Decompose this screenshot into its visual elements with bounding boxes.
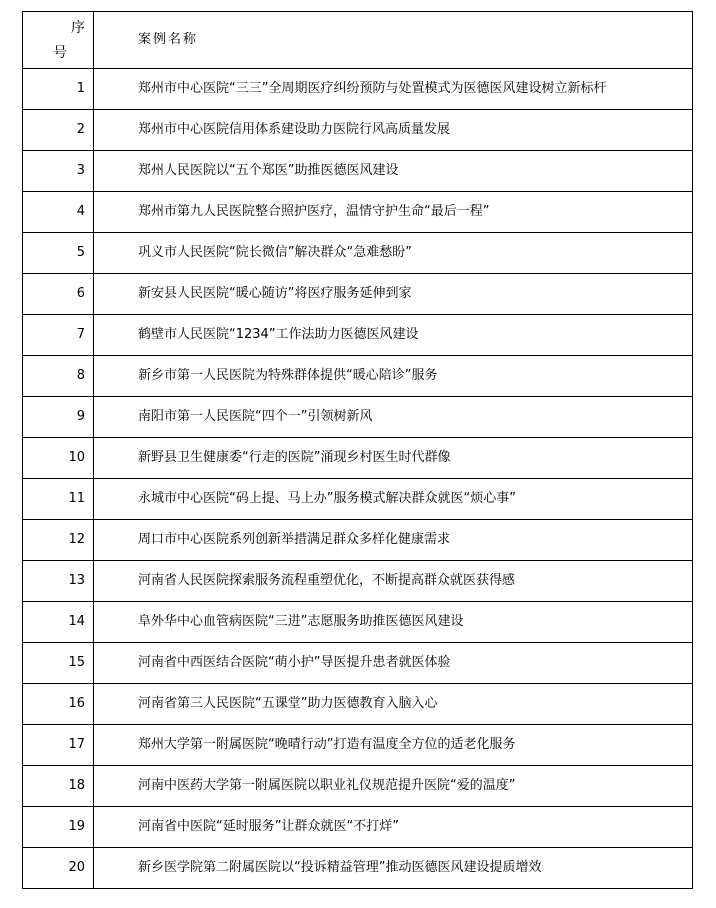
row-serial-number: 16 [23,684,94,725]
header-serial-bottom: 号 [53,45,67,61]
row-serial-number: 14 [23,602,94,643]
row-serial-number: 1 [23,69,94,110]
row-serial-number: 20 [23,848,94,889]
table-row [23,438,693,479]
row-serial-number: 13 [23,561,94,602]
table-row [23,233,693,274]
row-serial-number: 2 [23,110,94,151]
row-serial-number: 15 [23,643,94,684]
table-row [23,520,693,561]
table-row [23,807,693,848]
row-case-name: 河南省中西医结合医院“萌小护”导医提升患者就医体验 [94,643,693,684]
row-case-name: 河南省中医院“延时服务”让群众就医“不打烊” [94,807,693,848]
header-case-name: 案例名称 [94,12,693,69]
header-serial-top: 序 [71,20,85,36]
row-case-name: 郑州市中心医院信用体系建设助力医院行风高质量发展 [94,110,693,151]
row-serial-number: 10 [23,438,94,479]
case-table-body [23,12,693,889]
row-case-name: 鹤壁市人民医院“1234”工作法助力医德医风建设 [94,315,693,356]
row-case-name: 新野县卫生健康委“行走的医院”涌现乡村医生时代群像 [94,438,693,479]
row-case-name: 新乡医学院第二附属医院以“投诉精益管理”推动医德医风建设提质增效 [94,848,693,889]
row-case-name: 郑州大学第一附属医院“晚晴行动”打造有温度全方位的适老化服务 [94,725,693,766]
table-row [23,725,693,766]
row-case-name: 河南省第三人民医院“五课堂”助力医德教育入脑入心 [94,684,693,725]
table-header-row [23,12,693,69]
row-case-name: 南阳市第一人民医院“四个一”引领树新风 [94,397,693,438]
row-case-name: 郑州市第九人民医院整合照护医疗，温情守护生命“最后一程” [94,192,693,233]
row-case-name: 河南中医药大学第一附属医院以职业礼仪规范提升医院“爱的温度” [94,766,693,807]
row-case-name: 阜外华中心血管病医院“三进”志愿服务助推医德医风建设 [94,602,693,643]
table-row [23,274,693,315]
table-row [23,315,693,356]
row-serial-number: 11 [23,479,94,520]
row-serial-number: 18 [23,766,94,807]
row-case-name: 河南省人民医院探索服务流程重塑优化，不断提高群众就医获得感 [94,561,693,602]
row-serial-number: 17 [23,725,94,766]
row-serial-number: 5 [23,233,94,274]
row-serial-number: 8 [23,356,94,397]
table-row [23,643,693,684]
table-row [23,684,693,725]
table-row [23,110,693,151]
table-row [23,397,693,438]
table-row [23,561,693,602]
table-row [23,479,693,520]
table-row [23,192,693,233]
row-serial-number: 4 [23,192,94,233]
table-row [23,766,693,807]
table-row [23,151,693,192]
row-serial-number: 12 [23,520,94,561]
row-case-name: 永城市中心医院“码上提、马上办”服务模式解决群众就医“烦心事” [94,479,693,520]
header-serial-number [23,12,94,69]
row-serial-number: 9 [23,397,94,438]
row-case-name: 郑州人民医院以“五个郑医”助推医德医风建设 [94,151,693,192]
row-case-name: 新安县人民医院“暖心随访”将医疗服务延伸到家 [94,274,693,315]
row-case-name: 周口市中心医院系列创新举措满足群众多样化健康需求 [94,520,693,561]
row-serial-number: 7 [23,315,94,356]
row-case-name: 新乡市第一人民医院为特殊群体提供“暖心陪诊”服务 [94,356,693,397]
row-serial-number: 3 [23,151,94,192]
row-case-name: 郑州市中心医院“三三”全周期医疗纠纷预防与处置模式为医德医风建设树立新标杆 [94,69,693,110]
case-list-table [22,11,693,889]
table-row [23,69,693,110]
table-row [23,848,693,889]
row-serial-number: 6 [23,274,94,315]
table-row [23,356,693,397]
row-case-name: 巩义市人民医院“院长微信”解决群众“急难愁盼” [94,233,693,274]
row-serial-number: 19 [23,807,94,848]
table-row [23,602,693,643]
